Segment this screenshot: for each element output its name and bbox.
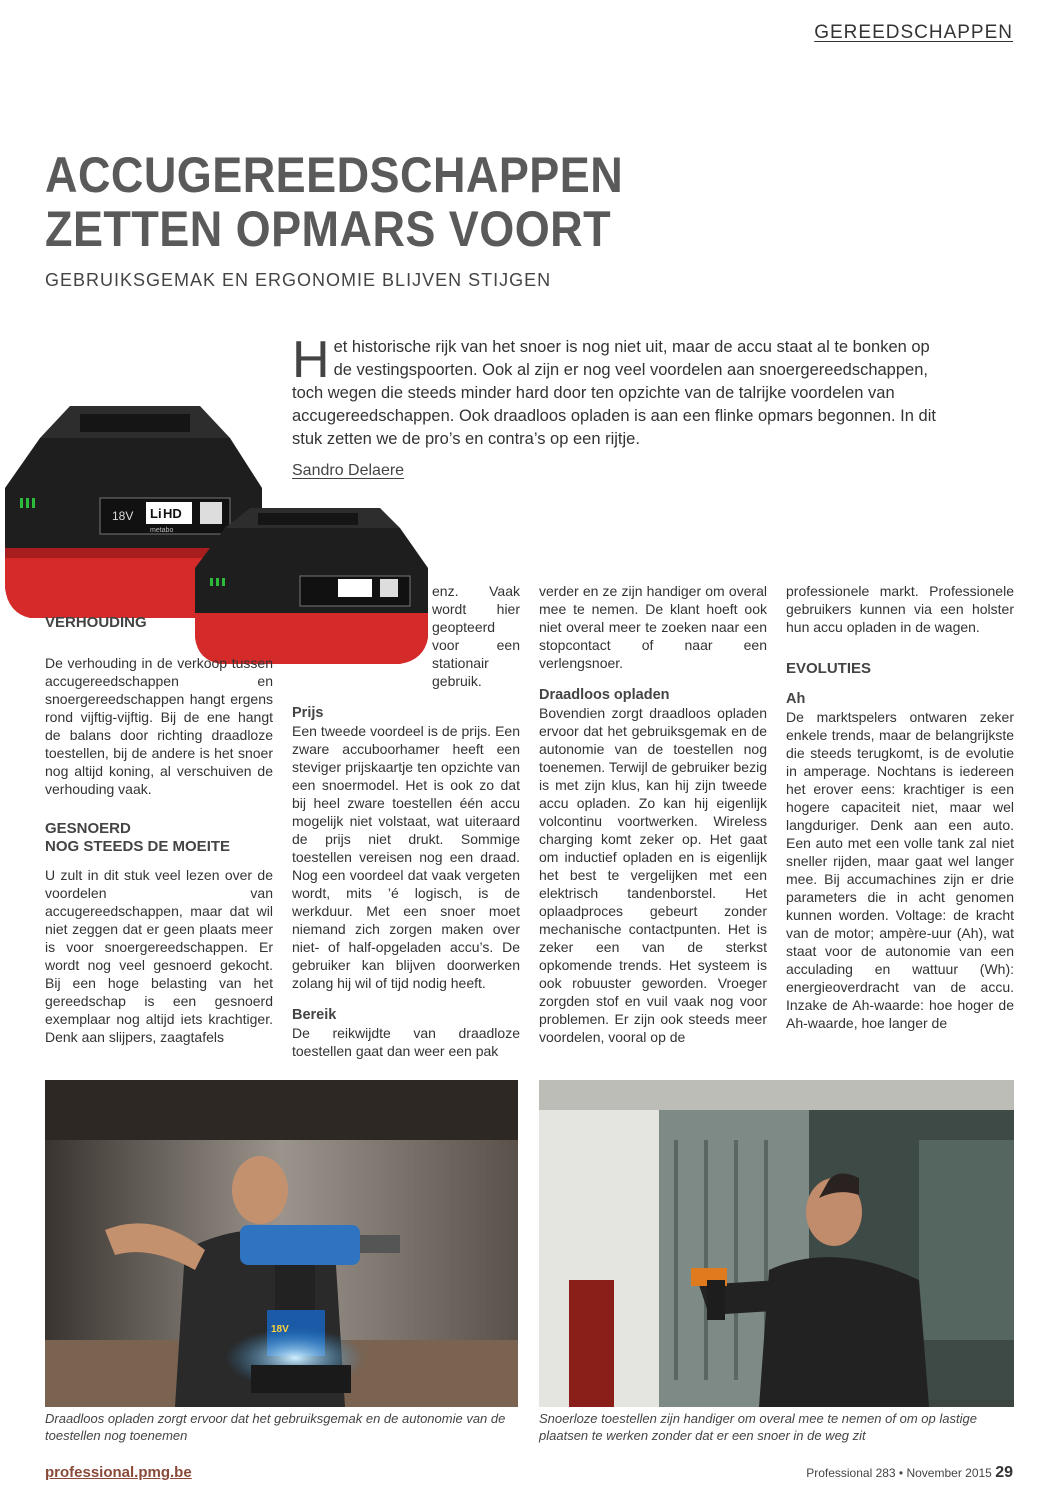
- heading-draadloos-opladen: Draadloos opladen: [539, 687, 670, 703]
- photo-wireless-charging: [45, 1080, 518, 1407]
- paragraph-verhouding: De verhouding in de verkoop tussen accugereedschappen en snoergereedschappen hangt ergens rond vijftig-vijftig. Bij de ene hangt de balans door richting draadloze toestellen, bij de andere is het snoer nog altijd koning, al verschuiven de verhouding vaak.: [45, 655, 273, 797]
- heading-bereik: Bereik: [292, 1007, 337, 1023]
- drill-voltage-label: 18V: [271, 1324, 289, 1335]
- photo-1-caption: Draadloos opladen zorgt ervoor dat het gebruiksgemak en de autonomie van de toestellen nog toenemen: [45, 1411, 506, 1443]
- heading-gesnoerd: GESNOERD NOG STEEDS DE MOEITE: [45, 820, 231, 855]
- paragraph-holster: professionele markt. Professionele gebruikers kunnen via een holster hun accu opladen in de wagen.: [786, 583, 1014, 635]
- paragraph-stationair: enz. Vaak wordt hier geopteerd voor een stationair gebruik.: [432, 583, 520, 689]
- paragraph-ah: De marktspelers ontwaren zeker enkele trends, maar de belangrijkste die steeds terugkomt, is de evolutie in amperage. Nochtans is iedereen het erover eens: krachtiger is een hogere capaciteit niet, maar wel langduriger. Denk aan een auto. Een auto met een volle tank zal niet sneller rijden, maar gaat wel langer mee. Bij accumachines zijn er drie parameters die in acht genomen kunnen worden. Voltage: de kracht van de motor; ampère-uur (Ah), wat staat voor de autonomie van een acculading en wattuur (Wh): energieoverdracht van de accu. Inzake de Ah-waarde: hoe hoger de Ah-waarde, hoe langer de: [786, 709, 1014, 1031]
- paragraph-gesnoerd: U zult in dit stuk veel lezen over de voordelen van accugereedschappen, maar dat wil niet zeggen dat er geen plaats meer is voor snoergereedschappen. Er wordt nog veel gesnoerd gekocht. Bij een hoge belasting van het gereedschap is een gesnoerd exemplaar nog altijd iets krachtiger. Denk aan slijpers, zaagtafels: [45, 867, 273, 1045]
- heading-ah: Ah: [786, 691, 806, 707]
- title-line-1: ACCUGEREEDSCHAPPEN: [45, 147, 624, 203]
- column-1: [45, 614, 273, 1046]
- battery-voltage-label: 18V: [112, 509, 134, 523]
- svg-text:metabo: metabo: [150, 527, 174, 534]
- paragraph-bereik: De reikwijdte van draadloze toestellen gaat dan weer een pak: [292, 1025, 520, 1059]
- paragraph-prijs: Een tweede voordeel is de prijs. Een zware accuboorhamer heeft een steviger prijskaartje ten opzichte van een snoermodel. Het is ook zo dat bij heel zware toestellen één accu mogelijk niet volstaat, wat uiteraard de prijs niet drukt. Sommige toestellen vereisen nog een draad. Nog een voordeel dat vaak vergeten wordt, mits ’é logisch, is de werkduur. Met een snoer moet niemand zich zorgen maken over niet- of half-opgeladen accu’s. De gebruiker kan blijven doorwerken zolang hij wil of tijd nodig heeft.: [292, 723, 520, 991]
- footer-website-link[interactable]: professional.pmg.be: [45, 1464, 192, 1481]
- heading-prijs: Prijs: [292, 705, 324, 721]
- photo-van-workshop: [539, 1080, 1014, 1407]
- paragraph-reikwijdte: verder en ze zijn handiger om overal mee te nemen. De klant hoeft ook niet overal meer te zoeken naar een stopcontact of naar een verlengsnoer.: [539, 583, 767, 671]
- author-byline: Sandro Delaere: [292, 462, 405, 479]
- svg-text:Li: Li: [150, 506, 162, 521]
- footer-issue-info: [806, 1464, 1013, 1482]
- paragraph-draadloos-opladen: Bovendien zorgt draadloos opladen ervoor dat het gebruiksgemak en de autonomie van de toestellen nog toenemen. Terwijl de gebruiker bezig is met zijn klus, kan hij zijn tweede accu opladen. Zo kan hij eigenlijk volcontinu voortwerken. Wireless charging komt zeker op. Het gaat om inductief opladen en is eigenlijk het best te vergelijken met een elektrisch tandenborstel. Het oplaadproces gebeurt zonder mechanische contactpunten. Het is zeker een van de sterkst opkomende trends. Het systeem is ook robuuster geworden. Vroeger zorgden stof en vuil vaak nog voor problemen. Er zijn ook steeds meer voordelen, vooral op de: [539, 705, 767, 1045]
- dropcap: H: [292, 331, 330, 389]
- photo-2-caption: Snoerloze toestellen zijn handiger om overal mee te nemen of om op lastige plaatsen te werken zonder dat er een snoer in de weg zit: [539, 1411, 977, 1443]
- svg-text:HD: HD: [163, 506, 182, 521]
- article-title: [45, 148, 675, 256]
- page-number: 29: [995, 1464, 1013, 1481]
- column-3: [539, 582, 767, 1046]
- title-line-2: ZETTEN OPMARS VOORT: [45, 201, 612, 257]
- column-2: [292, 582, 520, 1060]
- heading-verhouding: VERHOUDING: [45, 614, 147, 631]
- section-tag: GEREEDSCHAPPEN: [814, 22, 1013, 43]
- heading-evoluties: EVOLUTIES: [786, 660, 872, 677]
- intro-text: et historische rijk van het snoer is nog niet uit, maar de accu staat al te bonken op de vestingspoorten. Ook al zijn er nog veel voordelen aan snoergereedschappen, toch wegen die steeds minder hard door ten opzichte van de talrijke voordelen van accugereedschappen. Ook draadloos opladen is aan een flinke opmars begonnen. In dit stuk zetten we de pro’s en contra’s op een rijtje.: [292, 338, 936, 448]
- column-4: [786, 582, 1014, 1032]
- footer-issue: Professional 283 • November 2015: [806, 1466, 992, 1480]
- article-subtitle: GEBRUIKSGEMAK EN ERGONOMIE BLIJVEN STIJGEN: [45, 270, 552, 290]
